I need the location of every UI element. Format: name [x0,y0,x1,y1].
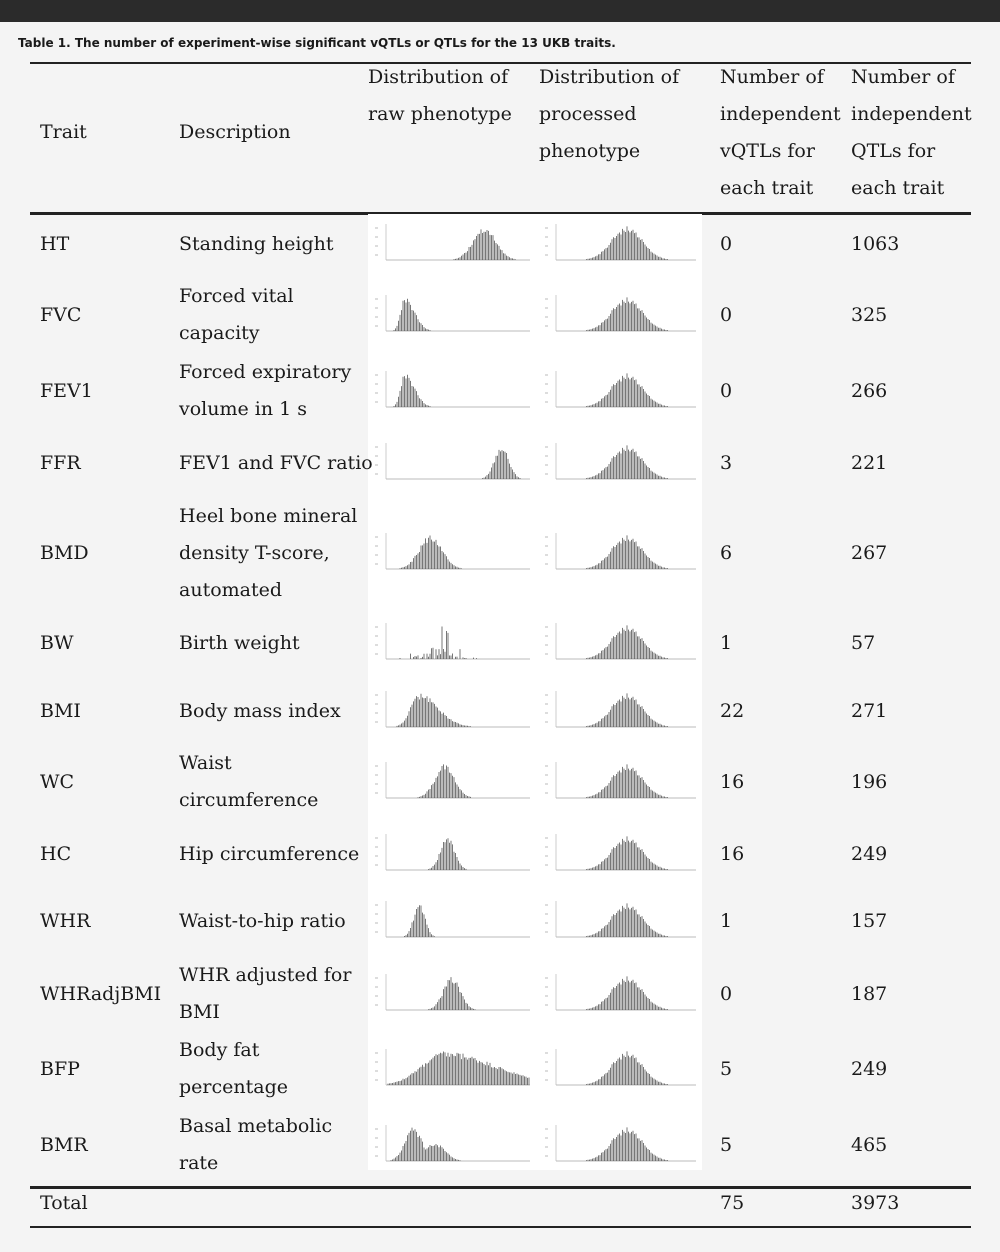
description-line: circumference [179,789,319,811]
qtl-count-cell: 249 [851,842,888,865]
trait-cell: HC [40,842,72,865]
description-cell [179,745,318,819]
raw-distribution-plot [372,1045,532,1093]
raw-distribution-plot [372,439,532,487]
qtl-count-cell: 157 [851,909,888,932]
vqtl-count-cell: 0 [720,232,733,255]
header-description: Description [179,121,291,143]
raw-distribution-plot [372,758,532,806]
description-cell [179,625,300,662]
trait-cell: BW [40,631,74,654]
description-line: Waist-to-hip ratio [179,909,346,932]
vqtl-count-cell: 16 [720,770,745,793]
description-line: Birth weight [179,631,300,654]
qtl-count-cell: 221 [851,451,888,474]
processed-distribution-plot [542,970,698,1018]
raw-distribution-plot [372,897,532,945]
description-line: Standing height [179,232,334,255]
description-line: volume in 1 s [179,398,308,420]
description-cell [179,957,351,1031]
trait-cell: WHR [40,909,91,932]
description-line: Body mass index [179,699,341,722]
qtl-count-cell: 249 [851,1057,888,1080]
header-processed-line: phenotype [539,140,641,162]
processed-distribution-plot [542,367,698,415]
raw-distribution-plot [372,220,532,268]
description-line: percentage [179,1076,288,1098]
processed-distribution-plot [542,619,698,667]
trait-cell: BMI [40,699,81,722]
qtl-count-cell: 196 [851,770,888,793]
vqtl-count-cell: 22 [720,699,745,722]
processed-distribution-plot [542,687,698,735]
trait-cell: FEV1 [40,379,93,402]
header-processed-line: processed [539,103,637,125]
trait-cell: HT [40,232,70,255]
vqtl-count-cell: 3 [720,451,733,474]
processed-distribution-plot [542,291,698,339]
vqtl-count-cell: 0 [720,379,733,402]
header-processed-line: Distribution of [539,66,680,88]
description-line: Heel bone mineral [179,504,358,527]
raw-distribution-plot [372,1121,532,1169]
qtl-count-cell: 271 [851,699,888,722]
processed-distribution-plot [542,529,698,577]
trait-cell: WHRadjBMI [40,982,162,1005]
total-label: Total [40,1192,88,1214]
vqtl-count-cell: 16 [720,842,745,865]
description-line: Forced vital [179,285,294,307]
header-qtl-line: independent [851,103,972,125]
vqtl-count-cell: 1 [720,909,733,932]
raw-distribution-plot [372,291,532,339]
qtl-count-cell: 267 [851,541,888,564]
description-line: Forced expiratory [179,361,352,383]
processed-distribution-plot [542,830,698,878]
table-caption: Table 1. The number of experiment-wise significant vQTLs or QTLs for the 13 UKB traits. [18,36,616,50]
qtl-count-cell: 1063 [851,232,900,255]
qtl-count-cell: 187 [851,982,888,1005]
vqtl-count-cell: 0 [720,303,733,326]
description-line: Waist [179,752,232,774]
description-cell [179,1108,332,1182]
vqtl-count-cell: 5 [720,1133,733,1156]
header-processed-distribution [539,59,679,170]
header-raw-line: Distribution of [368,66,509,88]
description-line: BMI [179,1001,220,1023]
description-cell [179,226,334,263]
vqtl-count-cell: 6 [720,541,733,564]
description-cell [179,278,294,352]
description-line: density T-score, [179,541,330,564]
description-cell [179,693,341,730]
description-line: capacity [179,322,260,344]
vqtl-count-cell: 0 [720,982,733,1005]
header-qtl-line: Number of [851,66,955,88]
header-qtl-line: QTLs for [851,140,936,162]
trait-cell: WC [40,770,75,793]
total-qtl: 3973 [851,1192,900,1214]
top-bar [0,0,1000,22]
description-line: Body fat [179,1039,260,1061]
vqtl-count-cell: 5 [720,1057,733,1080]
header-qtl-line: each trait [851,177,945,199]
raw-distribution-plot [372,529,532,577]
total-vqtl: 75 [720,1192,745,1214]
vqtl-count-cell: 1 [720,631,733,654]
qtl-count-cell: 465 [851,1133,888,1156]
raw-distribution-plot [372,367,532,415]
description-cell [179,836,359,873]
header-raw-distribution [368,59,512,133]
header-vqtl-line: independent [720,103,841,125]
description-line: Hip circumference [179,842,360,865]
trait-cell: FFR [40,451,81,474]
description-cell [179,354,351,428]
header-vqtl-count [720,59,841,207]
qtl-count-cell: 325 [851,303,888,326]
processed-distribution-plot [542,1045,698,1093]
qtl-count-cell: 57 [851,631,876,654]
description-line: Basal metabolic [179,1115,333,1137]
raw-distribution-plot [372,970,532,1018]
header-vqtl-line: vQTLs for [720,140,815,162]
description-line: rate [179,1152,219,1174]
description-line: WHR adjusted for [179,964,352,986]
total-rule [30,1186,971,1189]
header-raw-line: raw phenotype [368,103,512,125]
header-qtl-count [851,59,972,207]
description-cell [179,498,357,609]
trait-cell: BMR [40,1133,88,1156]
processed-distribution-plot [542,220,698,268]
description-cell [179,445,373,482]
raw-distribution-plot [372,619,532,667]
trait-cell: FVC [40,303,82,326]
header-vqtl-line: each trait [720,177,814,199]
description-line: automated [179,578,283,601]
description-cell [179,903,346,940]
raw-distribution-plot [372,830,532,878]
bottom-rule [30,1226,971,1228]
processed-distribution-plot [542,758,698,806]
processed-distribution-plot [542,1121,698,1169]
processed-distribution-plot [542,897,698,945]
qtl-count-cell: 266 [851,379,888,402]
processed-distribution-plot [542,439,698,487]
header-vqtl-line: Number of [720,66,824,88]
raw-distribution-plot [372,687,532,735]
description-line: FEV1 and FVC ratio [179,451,373,474]
trait-cell: BMD [40,541,89,564]
description-cell [179,1032,288,1106]
trait-cell: BFP [40,1057,80,1080]
header-trait: Trait [40,121,87,143]
